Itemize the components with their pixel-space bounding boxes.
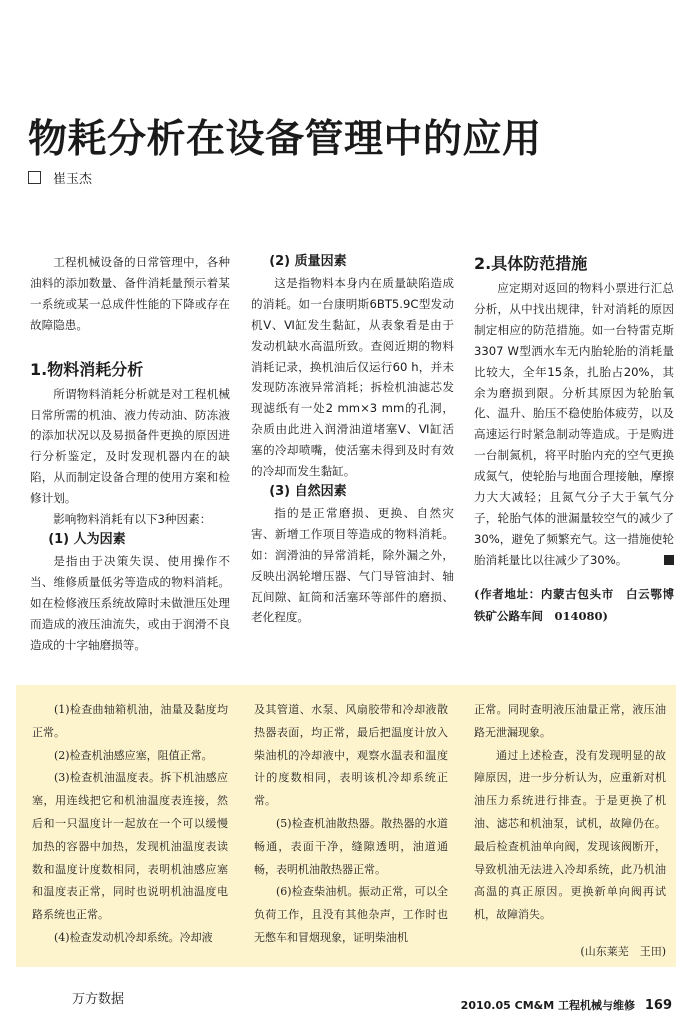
subsection-heading: (3) 自然因素 [269,483,347,499]
paragraph: 工程机械设备的日常管理中，各种油料的添加数量、备件消耗量预示着某一系统或某一总成件性能的下降或存在故障隐患。 [30,255,230,332]
paragraph: 是指由于决策失误、使用操作不当、维修质量低劣等造成的物料消耗。如在检修液压系统故障时未做泄压处理而造成的液压油流失，或由于润滑不良造成的十字轴磨损等。 [30,553,230,652]
box-paragraph: (6)检查柴油机。振动正常，可以全负荷工作，且没有其他杂声，工作时也无憋车和冒烟现象，证明柴油机 [254,885,448,944]
paragraph: 这是指物料本身内在质量缺陷造成的消耗。如一台康明斯6BT5.9C型发动机Ⅴ、Ⅵ缸发生黏缸，从表象看是由于发动机缺水高温所致。查阅近期的物料消耗记录，换机油后仅运行60 h，并未发现防冻液异常消耗；拆检机油滤芯发现滤纸有一处2 mm×3 mm的孔洞，杂质由此进入润滑油道堵塞Ⅴ、Ⅵ缸活塞的冷却喷嘴，使活塞未得到及时有效的冷却而发生黏缸。 [251,275,454,479]
magazine-name: CM&M 工程机械与维修 [514,999,636,1012]
section-heading: 2.具体防范措施 [474,254,588,273]
end-mark-icon [664,555,674,565]
box-signature: (山东莱芜 王田) [580,944,666,958]
box-column-1 [32,699,228,950]
section-heading: 1.物料消耗分析 [30,359,144,379]
box-paragraph: (4)检查发动机冷却系统。冷却液 [54,930,213,944]
column-3 [474,252,674,627]
box-column-2 [254,699,448,950]
subsection-heading: (2) 质量因素 [269,254,347,269]
column-2 [251,252,454,628]
paragraph: 所谓物料消耗分析就是对工程机械日常所需的机油、液力传动油、防冻液的添加状况以及易损备件更换的原因进行分析鉴定，及时发现机器内在的缺陷，从而制定设备合理的使用方案和检修计划。 [30,386,230,506]
article-title: 物耗分析在设备管理中的应用 [28,117,542,162]
paragraph: 影响物料消耗有以下3种因素： [53,512,212,527]
box-paragraph: 通过上述检查，没有发现明显的故障原因，进一步分析认为，应重新对机油压力系统进行排查。于是更换了机油、滤芯和机油泵，试机，故障仍在。最后检查机油单向阀，发现该阀断开，导致机油无法进入冷却系统，此乃机油高温的真正原因。更换新单向阀再试机，故障消失。 [474,748,666,922]
page-footer [461,997,672,1013]
paragraph: 指的是正常磨损、更换、自然灾害、新增工作项目等造成的物料消耗。如：润滑油的异常消耗，除外漏之外，反映出涡轮增压器、气门导管油封、轴瓦间隙、缸筒和活塞环等部件的磨损、老化程度。 [251,505,454,625]
paragraph-text: 应定期对返回的物料小票进行汇总分析，从中找出规律，针对消耗的原因制定相应的防范措施。如一台特雷克斯3307 W型洒水车无内胎轮胎的消耗量比较大，全年15条，扎胎占20%，其余为磨损到限。分析其原因为轮胎氧化、温升、胎压不稳使胎体疲劳，以及高速运行时紧急制动等造成。于是购进一台制氮机，将平时胎内充的空气更换成氮气，使轮胎与地面合理接触，摩擦力大大减轻；且氮气分子大于氧气分子，轮胎气体的泄漏量较空气的减少了30%，避免了频繁充气。这一措施使轮胎消耗量比以往减少了30%。 [474,281,674,567]
box-paragraph: (3)检查机油温度表。拆下机油感应塞，用连线把它和机油温度表连接，然后和一只温度计一起放在一个可以缓慢加热的容器中加热，发现机油温度表读数和温度计度数相同，表明机油感应塞和温度表正常，同时也说明机油温度电路系统也正常。 [32,771,228,922]
box-paragraph: 正常。同时查明液压油量正常，液压油路无泄漏现象。 [474,703,666,739]
author-name: 崔玉杰 [53,172,93,187]
subsection-heading: (1) 人为因素 [48,531,126,547]
column-1 [30,252,230,655]
box-paragraph: (2)检查机油感应塞，阻值正常。 [54,748,213,762]
checkbox-icon [28,171,41,184]
watermark-text: 万方数据 [72,992,125,1007]
author-address: (作者地址：内蒙古包头市 白云鄂博铁矿公路车间 014080) [474,586,674,623]
paragraph [474,278,674,571]
box-paragraph: (1)检查曲轴箱机油，油量及黏度均正常。 [32,703,228,739]
page-number: 169 [644,998,672,1013]
box-paragraph: (5)检查机油散热器。散热器的水道畅通，表面干净，缝隙透明，油道通畅，表明机油散热器正常。 [254,816,448,876]
box-column-3 [474,699,666,964]
author-line [28,168,92,187]
issue-date: 2010.05 [460,999,511,1012]
box-paragraph: 及其管道、水泵、风扇胶带和冷却液散热器表面，均正常，最后把温度计放入柴油机的冷却液中，观察水温表和温度计的度数相同，表明该机冷却系统正常。 [254,703,448,808]
sidebar-box [16,685,676,967]
